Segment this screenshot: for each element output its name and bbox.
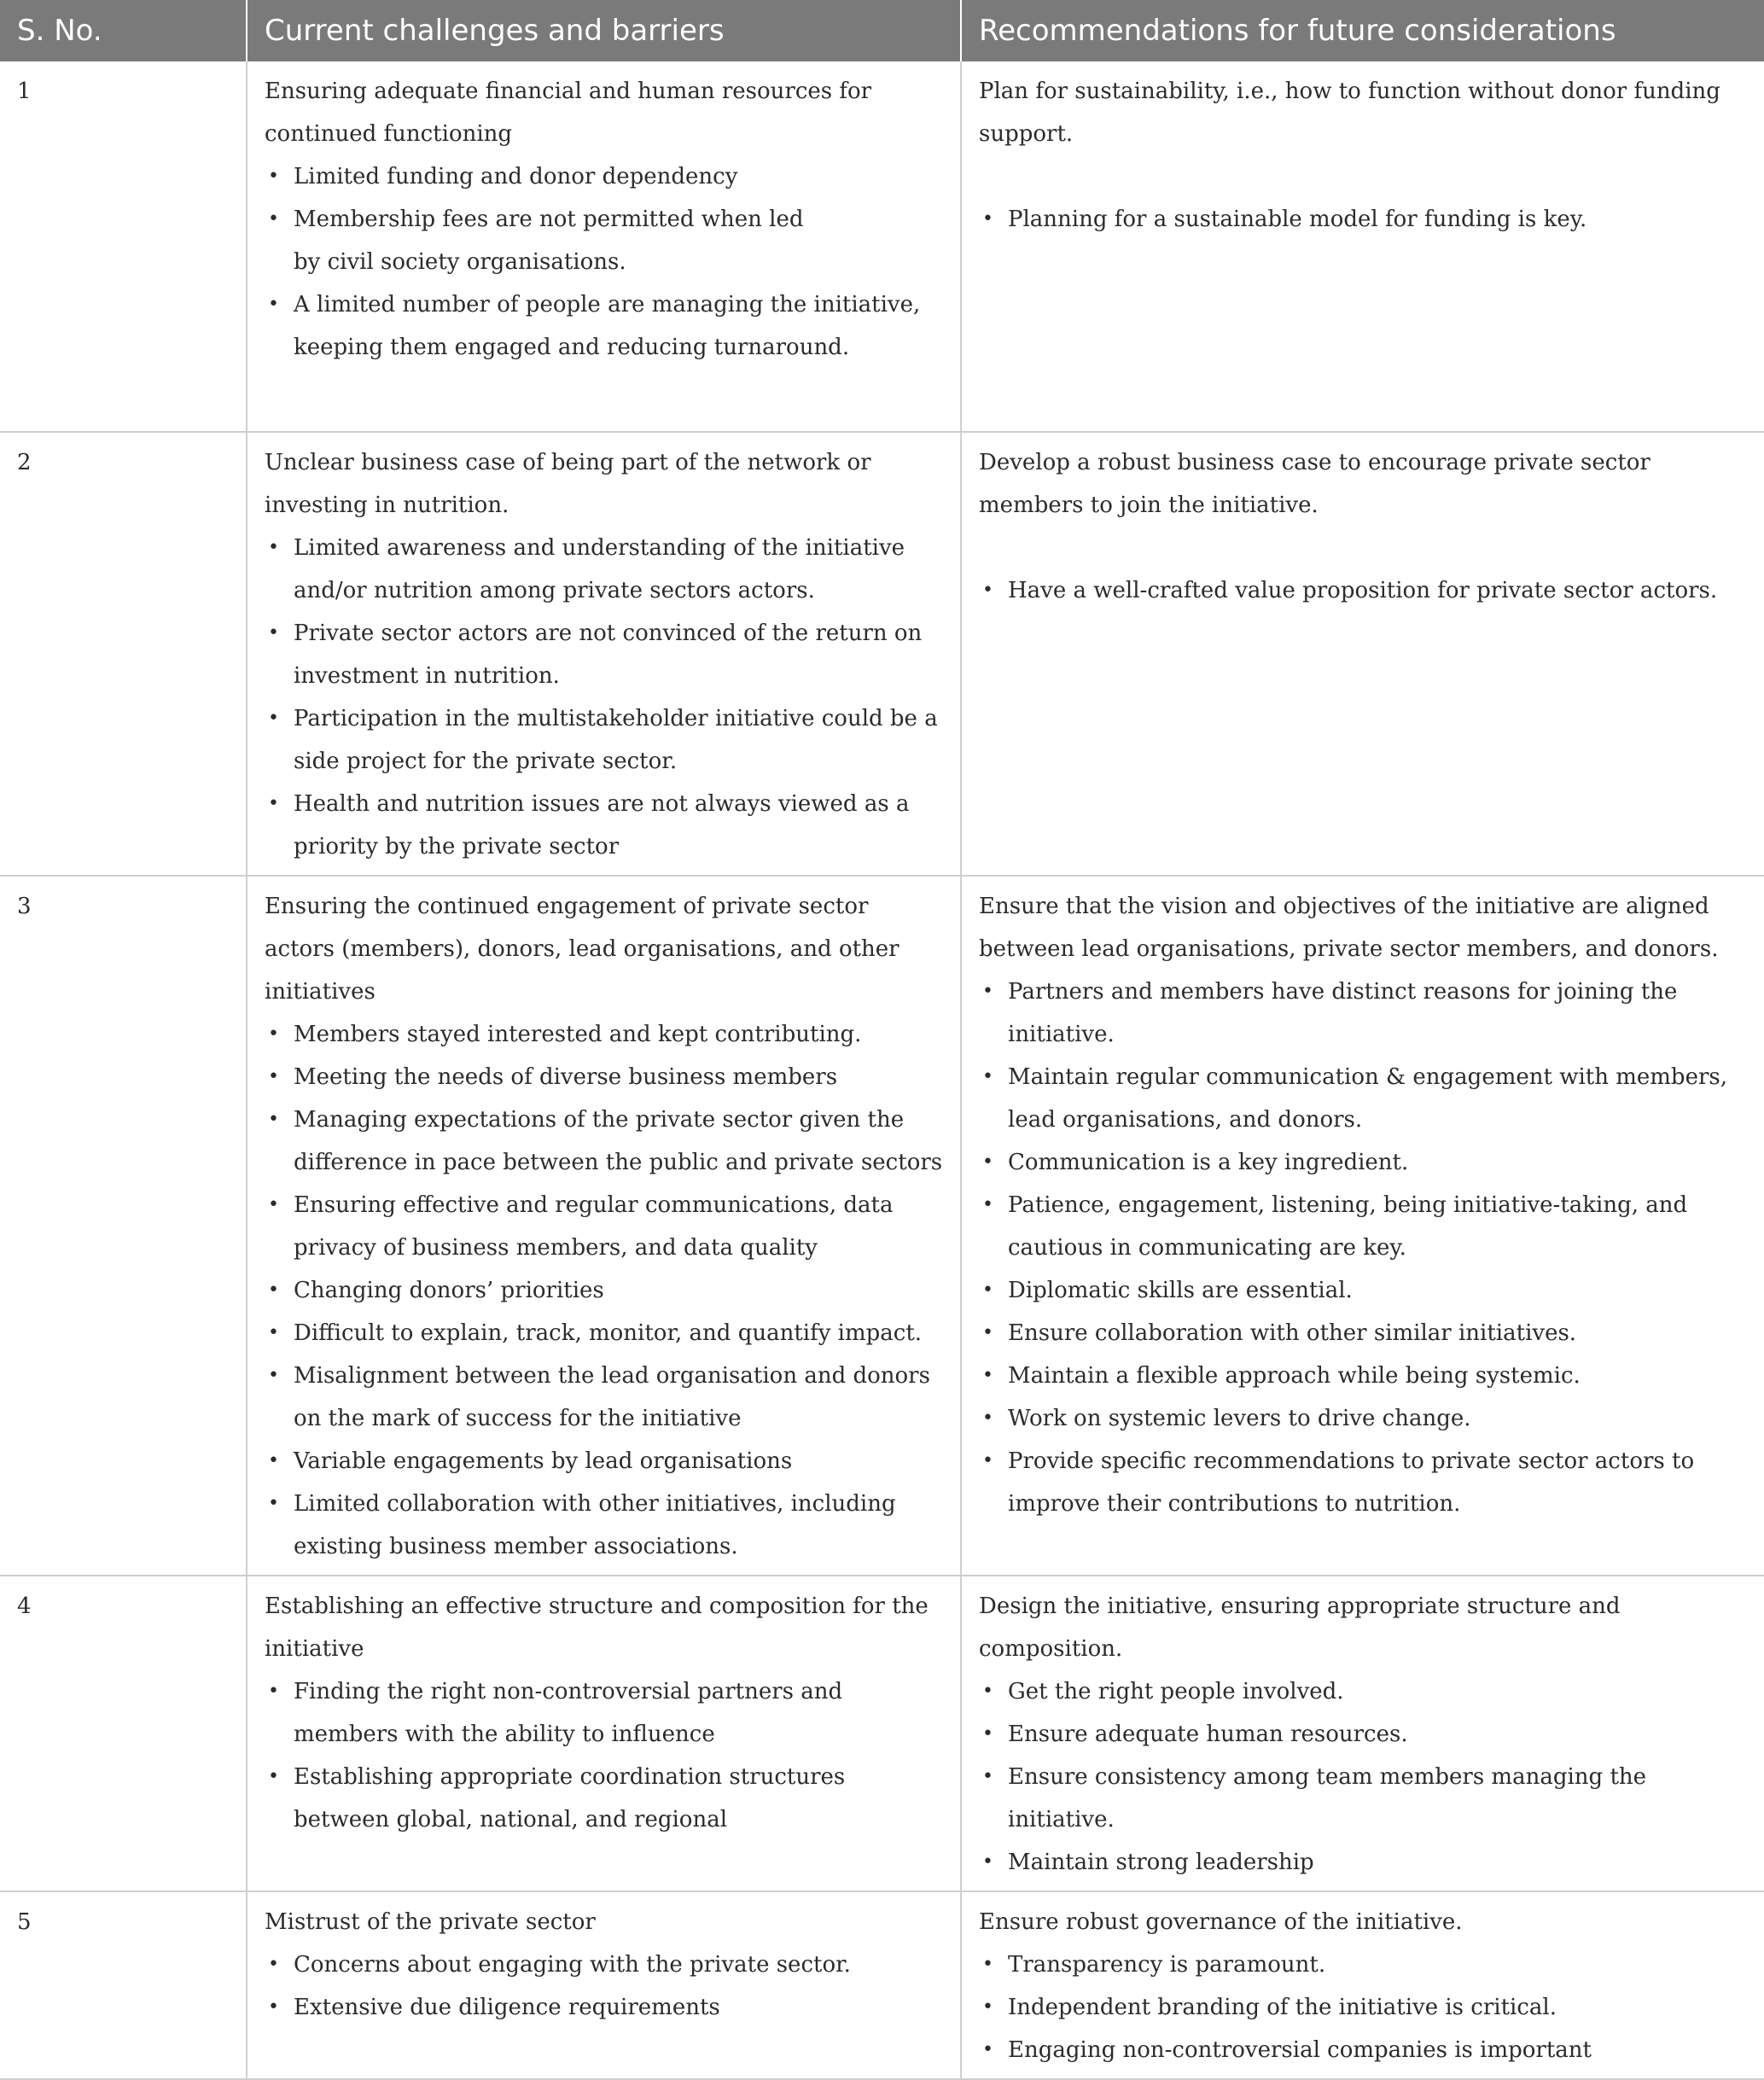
recommendation-lead: Ensure that the vision and objectives of the initiative are aligned between lead organisations, private sector members, and donors.: [979, 894, 1719, 962]
list-item: • Transparency is paramount.: [979, 1943, 1747, 1986]
recommendation-cell: [961, 876, 1764, 1576]
list-item: • Partners and members have distinct reasons for joining the initiative.: [979, 970, 1747, 1056]
list-item: • Ensure adequate human resources.: [979, 1713, 1747, 1756]
list-item: • Finding the right non-controversial partners and members with the ability to influence: [265, 1670, 943, 1756]
recommendation-list: [979, 569, 1747, 612]
recommendation-lead: Design the initiative, ensuring appropriate structure and composition.: [979, 1594, 1621, 1662]
challenge-lead: Ensuring adequate financial and human resources for continued functioning: [265, 79, 872, 147]
recommendation-list: [979, 198, 1747, 241]
list-item: • Managing expectations of the private sector given the difference in pace between the public and private sectors: [265, 1098, 943, 1184]
list-item: • Have a well-crafted value proposition for private sector actors.: [979, 569, 1747, 612]
list-item: • Limited awareness and understanding of the initiative and/or nutrition among private sectors actors.: [265, 527, 943, 612]
list-item: • Establishing appropriate coordination structures between global, national, and regional: [265, 1756, 943, 1841]
header-challenges: Current challenges and barriers: [247, 0, 961, 61]
challenge-list: [265, 1670, 943, 1841]
list-item: • Get the right people involved.: [979, 1670, 1747, 1713]
list-item: • Ensuring effective and regular communications, data privacy of business members, and data quality: [265, 1184, 943, 1269]
challenge-list: [265, 527, 943, 868]
table-row: [0, 1576, 1764, 1891]
challenge-cell: [247, 1891, 961, 2079]
list-item: • Misalignment between the lead organisation and donors on the mark of success for the initiative: [265, 1355, 943, 1440]
list-item: • Provide specific recommendations to private sector actors to improve their contributions to nutrition.: [979, 1440, 1747, 1525]
list-item: • Maintain regular communication & engagement with members, lead organisations, and donors.: [979, 1056, 1747, 1141]
header-row: [0, 0, 1764, 61]
row-number: 2: [0, 432, 247, 876]
list-item: • A limited number of people are managing the initiative, keeping them engaged and reducing turnaround.: [265, 283, 943, 369]
list-item: • Patience, engagement, listening, being initiative-taking, and cautious in communicating are key.: [979, 1184, 1747, 1269]
challenge-lead: Mistrust of the private sector: [265, 1909, 596, 1935]
row-number: 3: [0, 876, 247, 1576]
list-item: • Communication is a key ingredient.: [979, 1141, 1747, 1184]
list-item: • Meeting the needs of diverse business members: [265, 1056, 943, 1098]
recommendation-list: [979, 970, 1747, 1525]
list-item: • Limited funding and donor dependency: [265, 155, 943, 198]
list-item: • Diplomatic skills are essential.: [979, 1269, 1747, 1312]
table-row: [0, 876, 1764, 1576]
recommendation-list: [979, 1943, 1747, 2071]
list-item: • Ensure consistency among team members managing the initiative.: [979, 1756, 1747, 1841]
challenge-lead: Ensuring the continued engagement of private sector actors (members), donors, lead organisations, and other initiatives: [265, 894, 899, 1005]
table-row: [0, 61, 1764, 432]
recommendation-cell: [961, 1576, 1764, 1891]
challenge-cell: [247, 61, 961, 432]
list-item: • Concerns about engaging with the private sector.: [265, 1943, 943, 1986]
challenge-list: [265, 1013, 943, 1568]
list-item: • Difficult to explain, track, monitor, and quantify impact.: [265, 1312, 943, 1355]
list-item: • Changing donors’ priorities: [265, 1269, 943, 1312]
row-number: 1: [0, 61, 247, 432]
row-number: 5: [0, 1891, 247, 2079]
table-body: [0, 61, 1764, 2079]
list-item: • Work on systemic levers to drive change.: [979, 1397, 1747, 1440]
list-item: • Maintain strong leadership: [979, 1841, 1747, 1884]
challenge-lead: Unclear business case of being part of the network or investing in nutrition.: [265, 450, 871, 518]
list-item: • Extensive due diligence requirements: [265, 1986, 943, 2029]
list-item: • Limited collaboration with other initiatives, including existing business member associations.: [265, 1483, 943, 1568]
spacer: [979, 527, 1747, 569]
list-item: • Members stayed interested and kept contributing.: [265, 1013, 943, 1056]
challenge-list: [265, 155, 943, 369]
recommendation-cell: [961, 61, 1764, 432]
table-header: [0, 0, 1764, 61]
challenge-lead: Establishing an effective structure and composition for the initiative: [265, 1594, 929, 1662]
challenge-cell: [247, 432, 961, 876]
recommendation-list: [979, 1670, 1747, 1884]
header-recommendations: Recommendations for future considerations: [961, 0, 1764, 61]
table-row: [0, 432, 1764, 876]
list-item: • Variable engagements by lead organisations: [265, 1440, 943, 1483]
list-item: • Independent branding of the initiative is critical.: [979, 1986, 1747, 2029]
recommendation-lead: Ensure robust governance of the initiative.: [979, 1909, 1463, 1935]
table-row: [0, 1891, 1764, 2079]
recommendation-lead: Develop a robust business case to encourage private sector members to join the initiative.: [979, 450, 1650, 518]
list-item: • Maintain a flexible approach while being systemic.: [979, 1355, 1747, 1397]
spacer: [979, 155, 1747, 198]
list-item: • Health and nutrition issues are not always viewed as a priority by the private sector: [265, 783, 943, 868]
header-sno: S. No.: [0, 0, 247, 61]
recommendation-cell: [961, 432, 1764, 876]
list-item: • Planning for a sustainable model for funding is key.: [979, 198, 1747, 241]
challenge-cell: [247, 876, 961, 1576]
recommendation-cell: [961, 1891, 1764, 2079]
recommendation-lead: Plan for sustainability, i.e., how to function without donor funding support.: [979, 79, 1720, 147]
list-item: • Ensure collaboration with other similar initiatives.: [979, 1312, 1747, 1355]
row-number: 4: [0, 1576, 247, 1891]
challenge-list: [265, 1943, 943, 2029]
list-item: • Private sector actors are not convinced of the return on investment in nutrition.: [265, 612, 943, 697]
list-item: • Participation in the multistakeholder initiative could be a side project for the private sector.: [265, 697, 943, 783]
list-item: • Membership fees are not permitted when led by civil society organisations.: [265, 198, 943, 283]
list-item: • Engaging non-controversial companies is important: [979, 2029, 1747, 2071]
challenge-cell: [247, 1576, 961, 1891]
